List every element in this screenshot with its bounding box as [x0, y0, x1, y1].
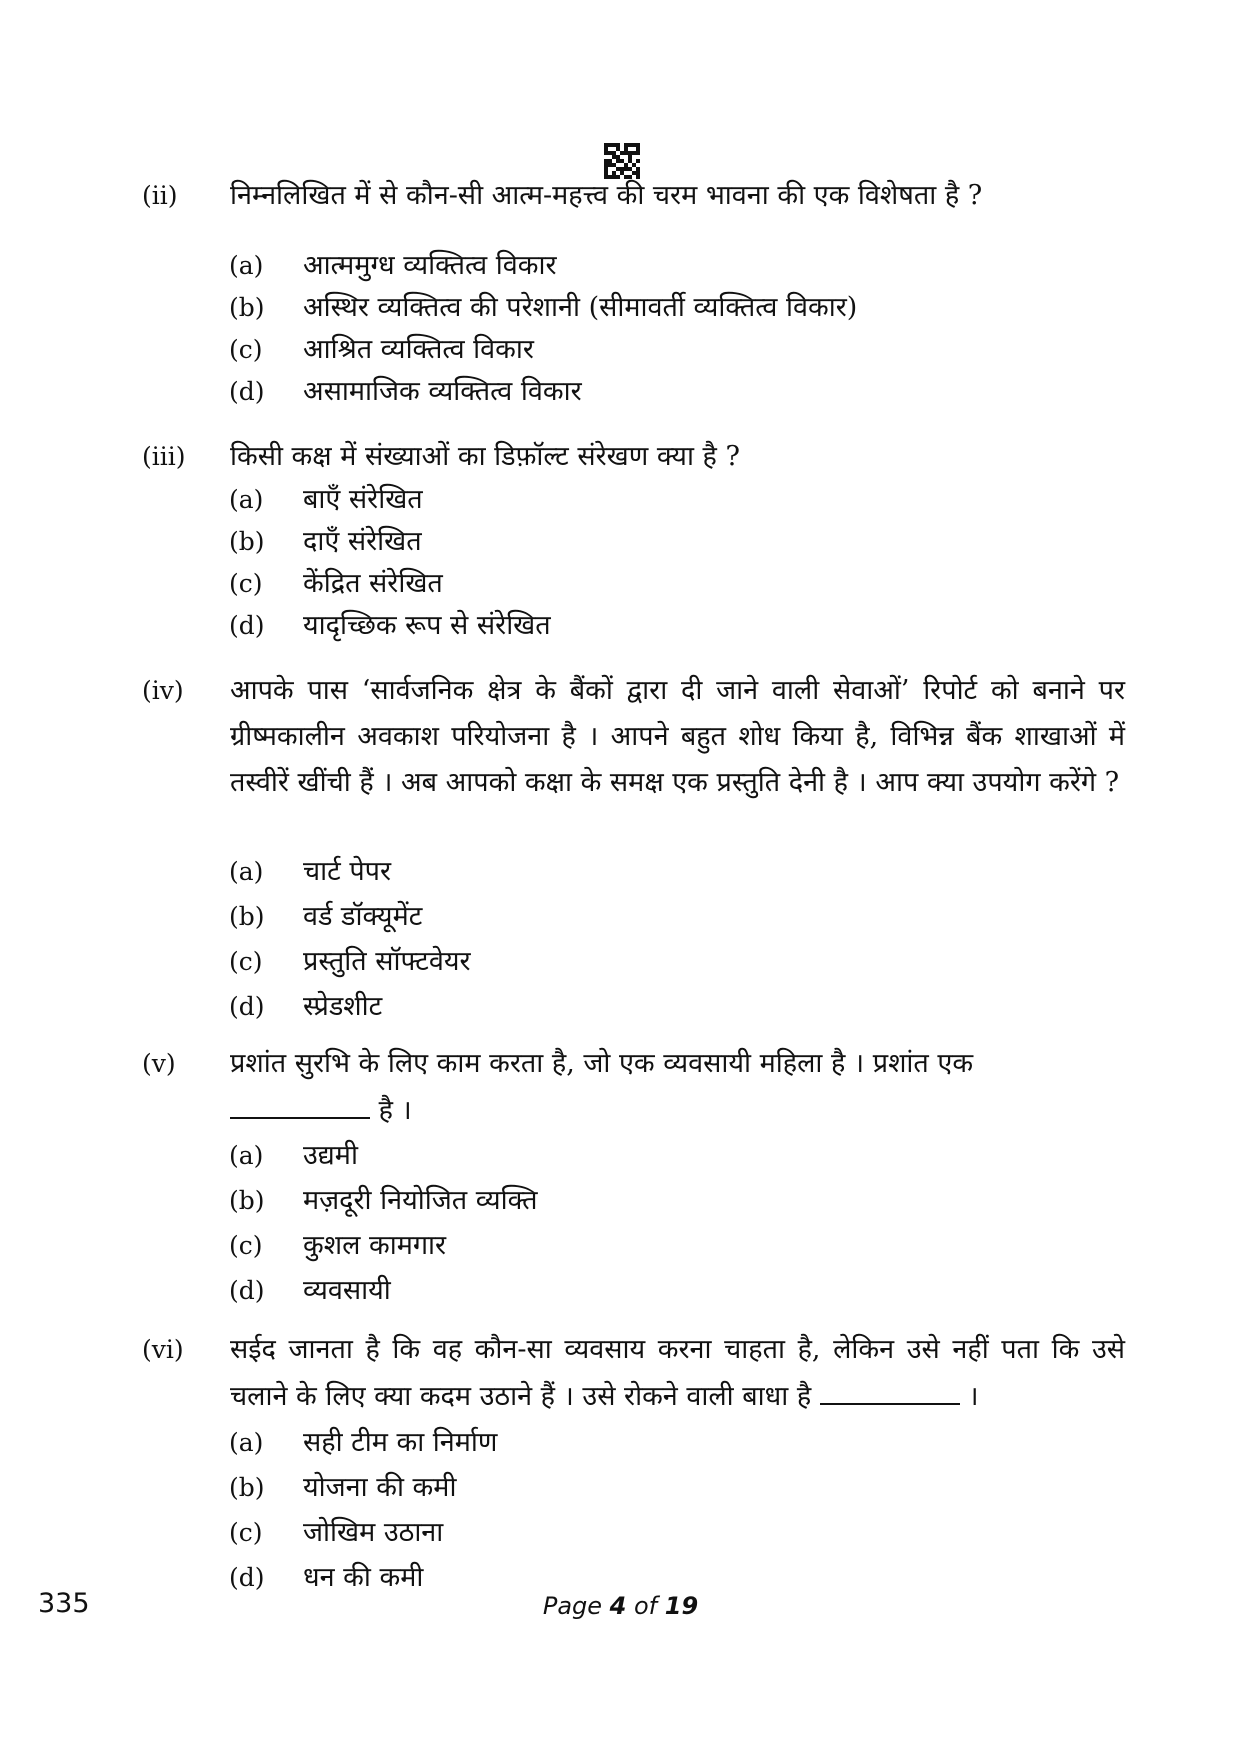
- option-text: योजना की कमी: [303, 1472, 457, 1503]
- option-a[interactable]: [0, 478, 1241, 522]
- question-text: निम्नलिखित में से कौन-सी आत्म-महत्त्व की चरम भावना की एक विशेषता है ?: [230, 180, 983, 211]
- fill-in-blank: [230, 1087, 370, 1119]
- option-text: असामाजिक व्यक्तित्व विकार: [303, 376, 582, 407]
- option-text: प्रस्तुति सॉफ्टवेयर: [303, 946, 471, 977]
- option-d[interactable]: [0, 985, 1241, 1029]
- page-of: of: [626, 1592, 665, 1620]
- option-text: अस्थिर व्यक्तित्व की परेशानी (सीमावर्ती व्यक्तित्व विकार): [303, 292, 858, 323]
- paper-code: 335: [38, 1588, 90, 1619]
- option-label: (c): [229, 569, 263, 598]
- option-text: आश्रित व्यक्तित्व विकार: [303, 334, 534, 365]
- option-a[interactable]: [0, 1134, 1241, 1178]
- question-number: (iii): [142, 442, 186, 471]
- page-total: 19: [664, 1592, 699, 1620]
- option-text: आत्ममुग्ध व्यक्तित्व विकार: [303, 250, 557, 281]
- option-text: स्प्रेडशीट: [303, 991, 383, 1022]
- option-label: (b): [229, 1473, 265, 1502]
- option-b[interactable]: [0, 520, 1241, 564]
- option-c[interactable]: [0, 562, 1241, 606]
- question-number: (v): [142, 1049, 176, 1078]
- option-label: (d): [229, 992, 265, 1021]
- option-b[interactable]: [0, 286, 1241, 330]
- option-label: (d): [229, 611, 265, 640]
- option-d[interactable]: [0, 1269, 1241, 1313]
- option-label: (a): [229, 485, 264, 514]
- page-number: [0, 1592, 1241, 1620]
- option-c[interactable]: [0, 328, 1241, 372]
- option-label: (a): [229, 857, 264, 886]
- question-text: [230, 1327, 1125, 1420]
- question-number: (ii): [142, 181, 178, 210]
- question-number: (iv): [142, 676, 184, 705]
- option-c[interactable]: [0, 940, 1241, 984]
- option-text: केंद्रित संरेखित: [303, 568, 443, 599]
- option-label: (d): [229, 1563, 265, 1592]
- option-a[interactable]: [0, 1421, 1241, 1465]
- option-label: (a): [229, 251, 264, 280]
- option-text: सही टीम का निर्माण: [303, 1427, 498, 1458]
- option-text: यादृच्छिक रूप से संरेखित: [303, 610, 551, 641]
- option-a[interactable]: [0, 244, 1241, 288]
- option-d[interactable]: [0, 370, 1241, 414]
- option-c[interactable]: [0, 1511, 1241, 1555]
- option-text: उद्यमी: [303, 1140, 358, 1171]
- option-text: मज़दूरी नियोजित व्यक्ति: [303, 1185, 538, 1216]
- question-text: किसी कक्ष में संख्याओं का डिफ़ॉल्ट संरेखण क्या है ?: [230, 441, 740, 472]
- option-d[interactable]: [0, 604, 1241, 648]
- page-current: 4: [609, 1592, 627, 1620]
- option-label: (c): [229, 1231, 263, 1260]
- option-b[interactable]: [0, 1466, 1241, 1510]
- option-label: (a): [229, 1141, 264, 1170]
- option-text: बाएँ संरेखित: [303, 484, 423, 515]
- page-prefix: Page: [542, 1592, 610, 1620]
- option-text: वर्ड डॉक्यूमेंट: [303, 901, 423, 932]
- question-text-before: सईद जानता है कि वह कौन-सा व्यवसाय करना चाहता है, लेकिन उसे नहीं पता कि उसे चलाने के लिए क्या कदम उठाने हैं । उसे रोकने वाली बाधा है: [230, 1334, 1125, 1412]
- question-text-after: ।: [959, 1381, 979, 1412]
- question-text: आपके पास ‘सार्वजनिक क्षेत्र के बैंकों द्वारा दी जाने वाली सेवाओं’ रिपोर्ट को बनाने पर ग्रीष्मकालीन अवकाश परियोजना है । आपने बहुत शोध किया है, विभिन्न बैंक शाखाओं में तस्वीरें खींची हैं । अब आपको कक्षा के समक्ष एक प्रस्तुति देनी है । आप क्या उपयोग करेंगे ?: [230, 675, 1125, 798]
- option-b[interactable]: [0, 895, 1241, 939]
- option-a[interactable]: [0, 850, 1241, 894]
- question-text: [230, 1041, 1125, 1134]
- option-label: (d): [229, 1276, 265, 1305]
- question-text-before: प्रशांत सुरभि के लिए काम करता है, जो एक व्यवसायी महिला है । प्रशांत एक: [230, 1048, 974, 1079]
- option-text: दाएँ संरेखित: [303, 526, 422, 557]
- question-text-after: है ।: [370, 1095, 412, 1126]
- option-label: (d): [229, 377, 265, 406]
- option-text: कुशल कामगार: [303, 1230, 447, 1261]
- option-label: (b): [229, 527, 265, 556]
- option-c[interactable]: [0, 1224, 1241, 1268]
- option-label: (c): [229, 1518, 263, 1547]
- option-label: (b): [229, 293, 265, 322]
- option-text: जोखिम उठाना: [303, 1517, 444, 1548]
- option-label: (b): [229, 1186, 265, 1215]
- option-b[interactable]: [0, 1179, 1241, 1223]
- question-number: (vi): [142, 1335, 184, 1364]
- option-text: चार्ट पेपर: [303, 856, 392, 887]
- option-label: (a): [229, 1428, 264, 1457]
- fill-in-blank: [820, 1373, 960, 1405]
- option-label: (c): [229, 947, 263, 976]
- option-text: धन की कमी: [303, 1562, 424, 1593]
- option-label: (c): [229, 335, 263, 364]
- option-text: व्यवसायी: [303, 1275, 391, 1306]
- option-label: (b): [229, 902, 265, 931]
